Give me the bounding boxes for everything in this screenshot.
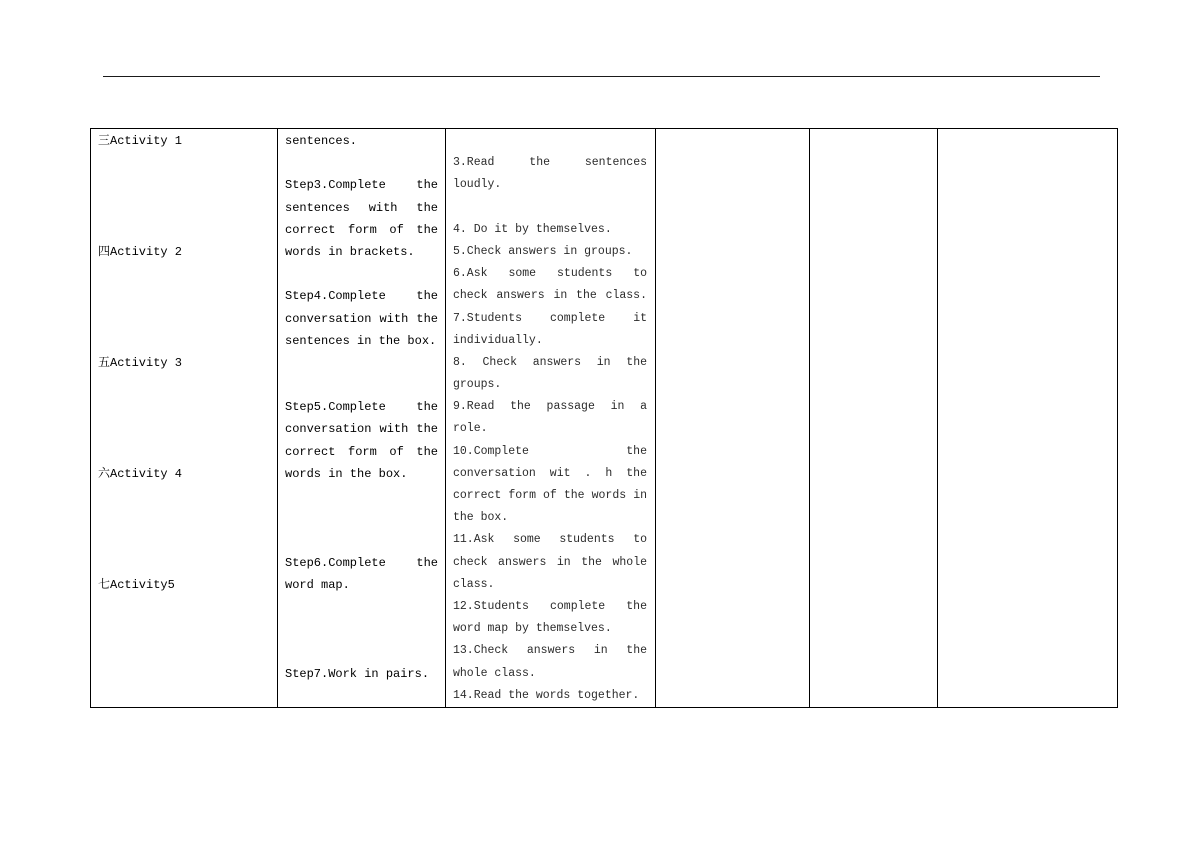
- text-line: 13.Check answers in the: [453, 644, 647, 658]
- text-line: 四Activity 2: [98, 244, 183, 259]
- text-line: words in the box.: [285, 466, 408, 481]
- text-line: 五Activity 3: [98, 355, 183, 370]
- text-line: Step6.Complete the: [285, 555, 438, 570]
- text-line: the box.: [453, 511, 509, 525]
- text-line: word map by themselves.: [453, 622, 612, 636]
- activity-column: [91, 129, 277, 707]
- text-line: conversation with the: [285, 422, 438, 437]
- text-line: 10.Complete the: [453, 444, 647, 458]
- text-line: 5.Check answers in groups.: [453, 244, 633, 258]
- text-line: check answers in the whole: [453, 555, 647, 569]
- empty-column-4: [655, 129, 809, 707]
- blank-line: [285, 152, 438, 174]
- text-line: 七Activity5: [98, 577, 175, 592]
- blank-line: [98, 263, 270, 285]
- header-rule: [103, 76, 1100, 77]
- text-line: groups.: [453, 378, 502, 392]
- blank-line: [98, 396, 270, 418]
- blank-line: [98, 663, 270, 685]
- blank-line: [285, 596, 438, 618]
- blank-line: [98, 219, 270, 241]
- text-line: correct form of the: [285, 222, 438, 237]
- teacher-steps-column: [277, 129, 445, 707]
- text-line: 7.Students complete it: [453, 311, 647, 325]
- blank-line: [98, 529, 270, 551]
- blank-line: [285, 352, 438, 374]
- empty-column-5: [809, 129, 937, 707]
- blank-line: [98, 308, 270, 330]
- text-line: Step4.Complete the: [285, 289, 438, 304]
- text-line: Step7.Work in pairs.: [285, 666, 430, 681]
- text-line: conversation with the: [285, 311, 438, 326]
- text-line: 4. Do it by themselves.: [453, 222, 612, 236]
- blank-line: [98, 152, 270, 174]
- text-line: loudly.: [453, 178, 502, 192]
- blank-line: [98, 596, 270, 618]
- text-line: Step5.Complete the: [285, 400, 438, 415]
- text-line: whole class.: [453, 666, 536, 680]
- text-line: 9.Read the passage in a: [453, 400, 647, 414]
- text-line: 14.Read the words together.: [453, 688, 640, 702]
- text-line: sentences with the: [285, 200, 438, 215]
- blank-line: [453, 130, 647, 152]
- blank-line: [98, 507, 270, 529]
- blank-line: [98, 285, 270, 307]
- text-line: sentences.: [285, 134, 358, 148]
- blank-line: [98, 197, 270, 219]
- blank-line: [98, 685, 270, 707]
- text-line: individually.: [453, 333, 543, 347]
- blank-line: [98, 374, 270, 396]
- blank-line: [285, 263, 438, 285]
- blank-line: [98, 552, 270, 574]
- text-line: check answers in the class.: [453, 289, 647, 303]
- blank-line: [98, 441, 270, 463]
- blank-line: [98, 330, 270, 352]
- text-line: correct form of the words in: [453, 489, 647, 502]
- blank-line: [98, 485, 270, 507]
- text-line: 三Activity 1: [98, 134, 183, 148]
- blank-line: [98, 418, 270, 440]
- text-line: role.: [453, 422, 488, 436]
- blank-line: [453, 197, 647, 219]
- text-line: word map.: [285, 577, 350, 592]
- blank-line: [285, 640, 438, 662]
- text-line: conversation wit . h the: [453, 466, 647, 480]
- text-line: 12.Students complete the: [453, 599, 647, 613]
- text-line: class.: [453, 577, 495, 591]
- blank-line: [285, 507, 438, 529]
- blank-line: [98, 640, 270, 662]
- text-line: 六Activity 4: [98, 466, 183, 481]
- blank-line: [285, 485, 438, 507]
- text-line: Step3.Complete the: [285, 178, 438, 193]
- lesson-plan-table: [90, 128, 1118, 708]
- text-line: correct form of the: [285, 444, 438, 459]
- student-activities-column: [445, 129, 655, 707]
- text-line: words in brackets.: [285, 244, 415, 259]
- blank-line: [285, 529, 438, 551]
- blank-line: [98, 174, 270, 196]
- text-line: 3.Read the sentences: [453, 156, 647, 170]
- text-line: 8. Check answers in the: [453, 355, 647, 369]
- text-line: sentences in the box.: [285, 333, 437, 348]
- blank-line: [98, 618, 270, 640]
- empty-column-6: [937, 129, 1117, 707]
- blank-line: [285, 374, 438, 396]
- text-line: 6.Ask some students to: [453, 267, 647, 281]
- blank-line: [285, 685, 438, 707]
- blank-line: [285, 618, 438, 640]
- text-line: 11.Ask some students to: [453, 533, 647, 547]
